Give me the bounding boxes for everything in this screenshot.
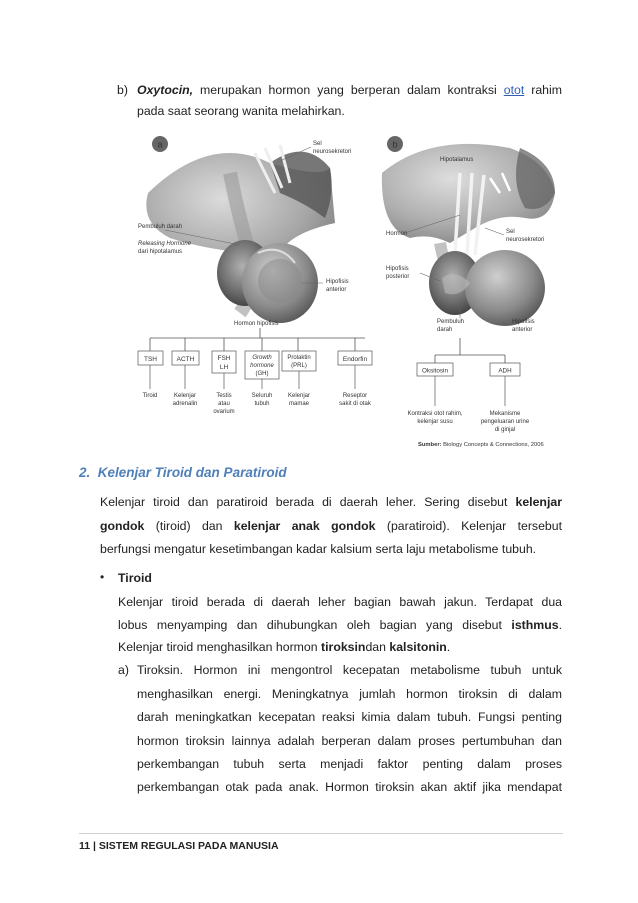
target-pengeluaran-urine: pengeluaran urine (480, 419, 530, 425)
tiroid-line1: Kelenjar tiroid berada di daerah leher bagian bawah jakun. Terdapat dua (118, 595, 562, 609)
target-tiroid: Tiroid (142, 393, 158, 399)
tiroksin-line5: perkembangan tubuh serta menjadi faktor penting dalam proses (137, 757, 562, 771)
tiroksin-line1: Tiroksin. Hormon ini mengontrol kecepatan metabolisme tubuh untuk (137, 663, 562, 677)
box-lh: LH (219, 364, 229, 371)
target-adrenalin: adrenalin (172, 401, 198, 407)
figure-source-text: Biology Concepts & Connections, 2006 (441, 442, 544, 448)
tiroid-line2 (118, 615, 562, 637)
term-oxytocin: Oxytocin, (137, 83, 194, 97)
label-pembuluh-darah: Pembuluh darah (138, 224, 183, 230)
figure-source (418, 442, 544, 448)
intro-l2-t1: (tiroid) dan (144, 519, 234, 533)
tiroksin-line6: perkembangan otak pada anak. Hormon tiroksin akan aktif jika mendapat (137, 780, 562, 794)
box-adh: ADH (498, 367, 512, 375)
label-hipofisis-anterior-b1: Hipofisis (512, 319, 535, 325)
box-gh: (GH) (255, 371, 269, 377)
intro-line1 (100, 492, 562, 514)
term-isthmus: isthmus (511, 618, 559, 632)
tiroksin-marker: a) (118, 663, 129, 677)
label-darah-b: darah (437, 327, 453, 333)
box-prolaktin: Prolaktin (287, 355, 311, 361)
bullet-dot: • (100, 570, 105, 584)
tiroid-l3-end: . (446, 640, 451, 654)
box-oksitosin: Oksitosin (422, 367, 448, 375)
label-releasing-hormone: Releasing Hormone (138, 241, 192, 247)
label-dari-hipotalamus: dari hipotalamus (138, 249, 183, 255)
para-b-text1: merupakan hormon yang berperan dalam kontraksi (193, 83, 504, 97)
footer-rule (79, 833, 563, 834)
label-hormon: Hormon (386, 231, 408, 237)
target-testis: Testis (216, 393, 232, 399)
tiroid-heading: Tiroid (118, 571, 152, 585)
label-hormon-hipofisis: Hormon hipofisis (234, 321, 279, 327)
label-pembuluh-b: Pembuluh (437, 319, 465, 325)
para-b-line2: pada saat seorang wanita melahirkan. (137, 104, 345, 118)
panel-b (382, 136, 555, 433)
tiroid-l2-text: lobus menyamping dan dihubungkan oleh bagian yang disebut (118, 618, 512, 632)
label-hipofisis-anterior-b2: anterior (512, 327, 533, 333)
section-heading (79, 465, 287, 480)
page-footer: 11 | SISTEM REGULASI PADA MANUSIA (79, 840, 279, 852)
target-seluruh: Seluruh (251, 393, 273, 399)
box-endorfin: Endorfin (342, 356, 368, 363)
label-sel-b: Sel (506, 229, 515, 235)
tiroid-line3 (118, 637, 450, 659)
target-mamae: mamae (288, 401, 310, 407)
box-prl: (PRL) (291, 363, 307, 369)
label-hipofisis-anterior-2: anterior (326, 287, 347, 293)
box-tsh: TSH (144, 356, 157, 363)
intro-line2 (100, 516, 562, 538)
target-tubuh: tubuh (254, 401, 270, 407)
label-hipofisis-posterior-1: Hipofisis (386, 266, 409, 272)
label-neurosekretori: neurosekretori (313, 149, 352, 155)
section-number: 2. (79, 465, 91, 480)
tiroksin-line2: menghasilkan energi. Meningkatnya jumlah hormon tiroksin di dalam (137, 687, 562, 701)
target-kelenjar-susu: kelenjar susu (417, 419, 453, 425)
target-kelenjar-2: Kelenjar (287, 393, 311, 399)
intro-l2-t2: (paratiroid). Kelenjar tersebut (375, 519, 562, 533)
label-hipofisis-posterior-2: posterior (386, 274, 410, 280)
box-growth: Growth (252, 355, 272, 361)
target-ovarium: ovarium (213, 409, 235, 415)
target-sakit-di-otak: sakit di otak (339, 401, 371, 407)
link-otot[interactable]: otot (503, 83, 525, 97)
term-kelenjar-anak-gondok: kelenjar anak gondok (233, 519, 376, 533)
para-b-marker: b) (117, 83, 128, 97)
figure-source-label: Sumber: (418, 442, 442, 448)
box-hormone: hormone (250, 363, 274, 369)
box-acth: ACTH (176, 356, 195, 363)
label-neurosekretori-b: neurosekretori (506, 237, 545, 243)
tiroksin-line3: darah meningkatkan kecepatan reaksi kimia dalam tubuh. Fungsi penting (137, 710, 562, 724)
target-di-ginjal: di ginjal (494, 427, 516, 433)
term-kelenjar: kelenjar (515, 495, 562, 509)
pituitary-figure-svg (130, 133, 557, 450)
intro-l1-text: Kelenjar tiroid dan paratiroid berada di daerah leher. Sering disebut (100, 495, 516, 509)
section-title: Kelenjar Tiroid dan Paratiroid (97, 465, 287, 480)
term-gondok: gondok (100, 519, 145, 533)
pituitary-figure (130, 133, 557, 450)
panel-a-badge: a (157, 139, 163, 150)
target-kelenjar-1: Kelenjar (173, 393, 197, 399)
panel-b-badge: b (392, 139, 398, 150)
tiroksin-line4: hormon tiroksin lainnya adalah berperan dalam proses pertumbuhan dan (137, 734, 562, 748)
target-atau: atau (218, 401, 230, 407)
term-kalsitonin: kalsitonin (389, 640, 447, 654)
tiroid-l3-t2: dan (365, 640, 390, 654)
target-mekanisme: Mekanisme (489, 411, 521, 417)
box-fsh: FSH (217, 355, 231, 362)
intro-line3: berfungsi mengatur kesetimbangan kadar kalsium serta laju metabolisme tubuh. (100, 542, 537, 556)
para-b-text2: rahim (524, 83, 562, 97)
label-hipofisis-anterior-1: Hipofisis (326, 279, 349, 285)
target-reseptor: Reseptor (342, 393, 368, 399)
target-kontraksi: Kontraksi otot rahim, (407, 411, 463, 417)
term-tiroksin: tiroksin (321, 640, 366, 654)
tiroid-l2-end: . (558, 618, 562, 632)
para-b-line1 (137, 80, 562, 102)
tiroid-l3-text: Kelenjar tiroid menghasilkan hormon (118, 640, 322, 654)
label-sel: Sel (313, 141, 322, 147)
panel-a (138, 136, 372, 415)
label-hipotalamus: Hipotalamus (440, 157, 474, 163)
